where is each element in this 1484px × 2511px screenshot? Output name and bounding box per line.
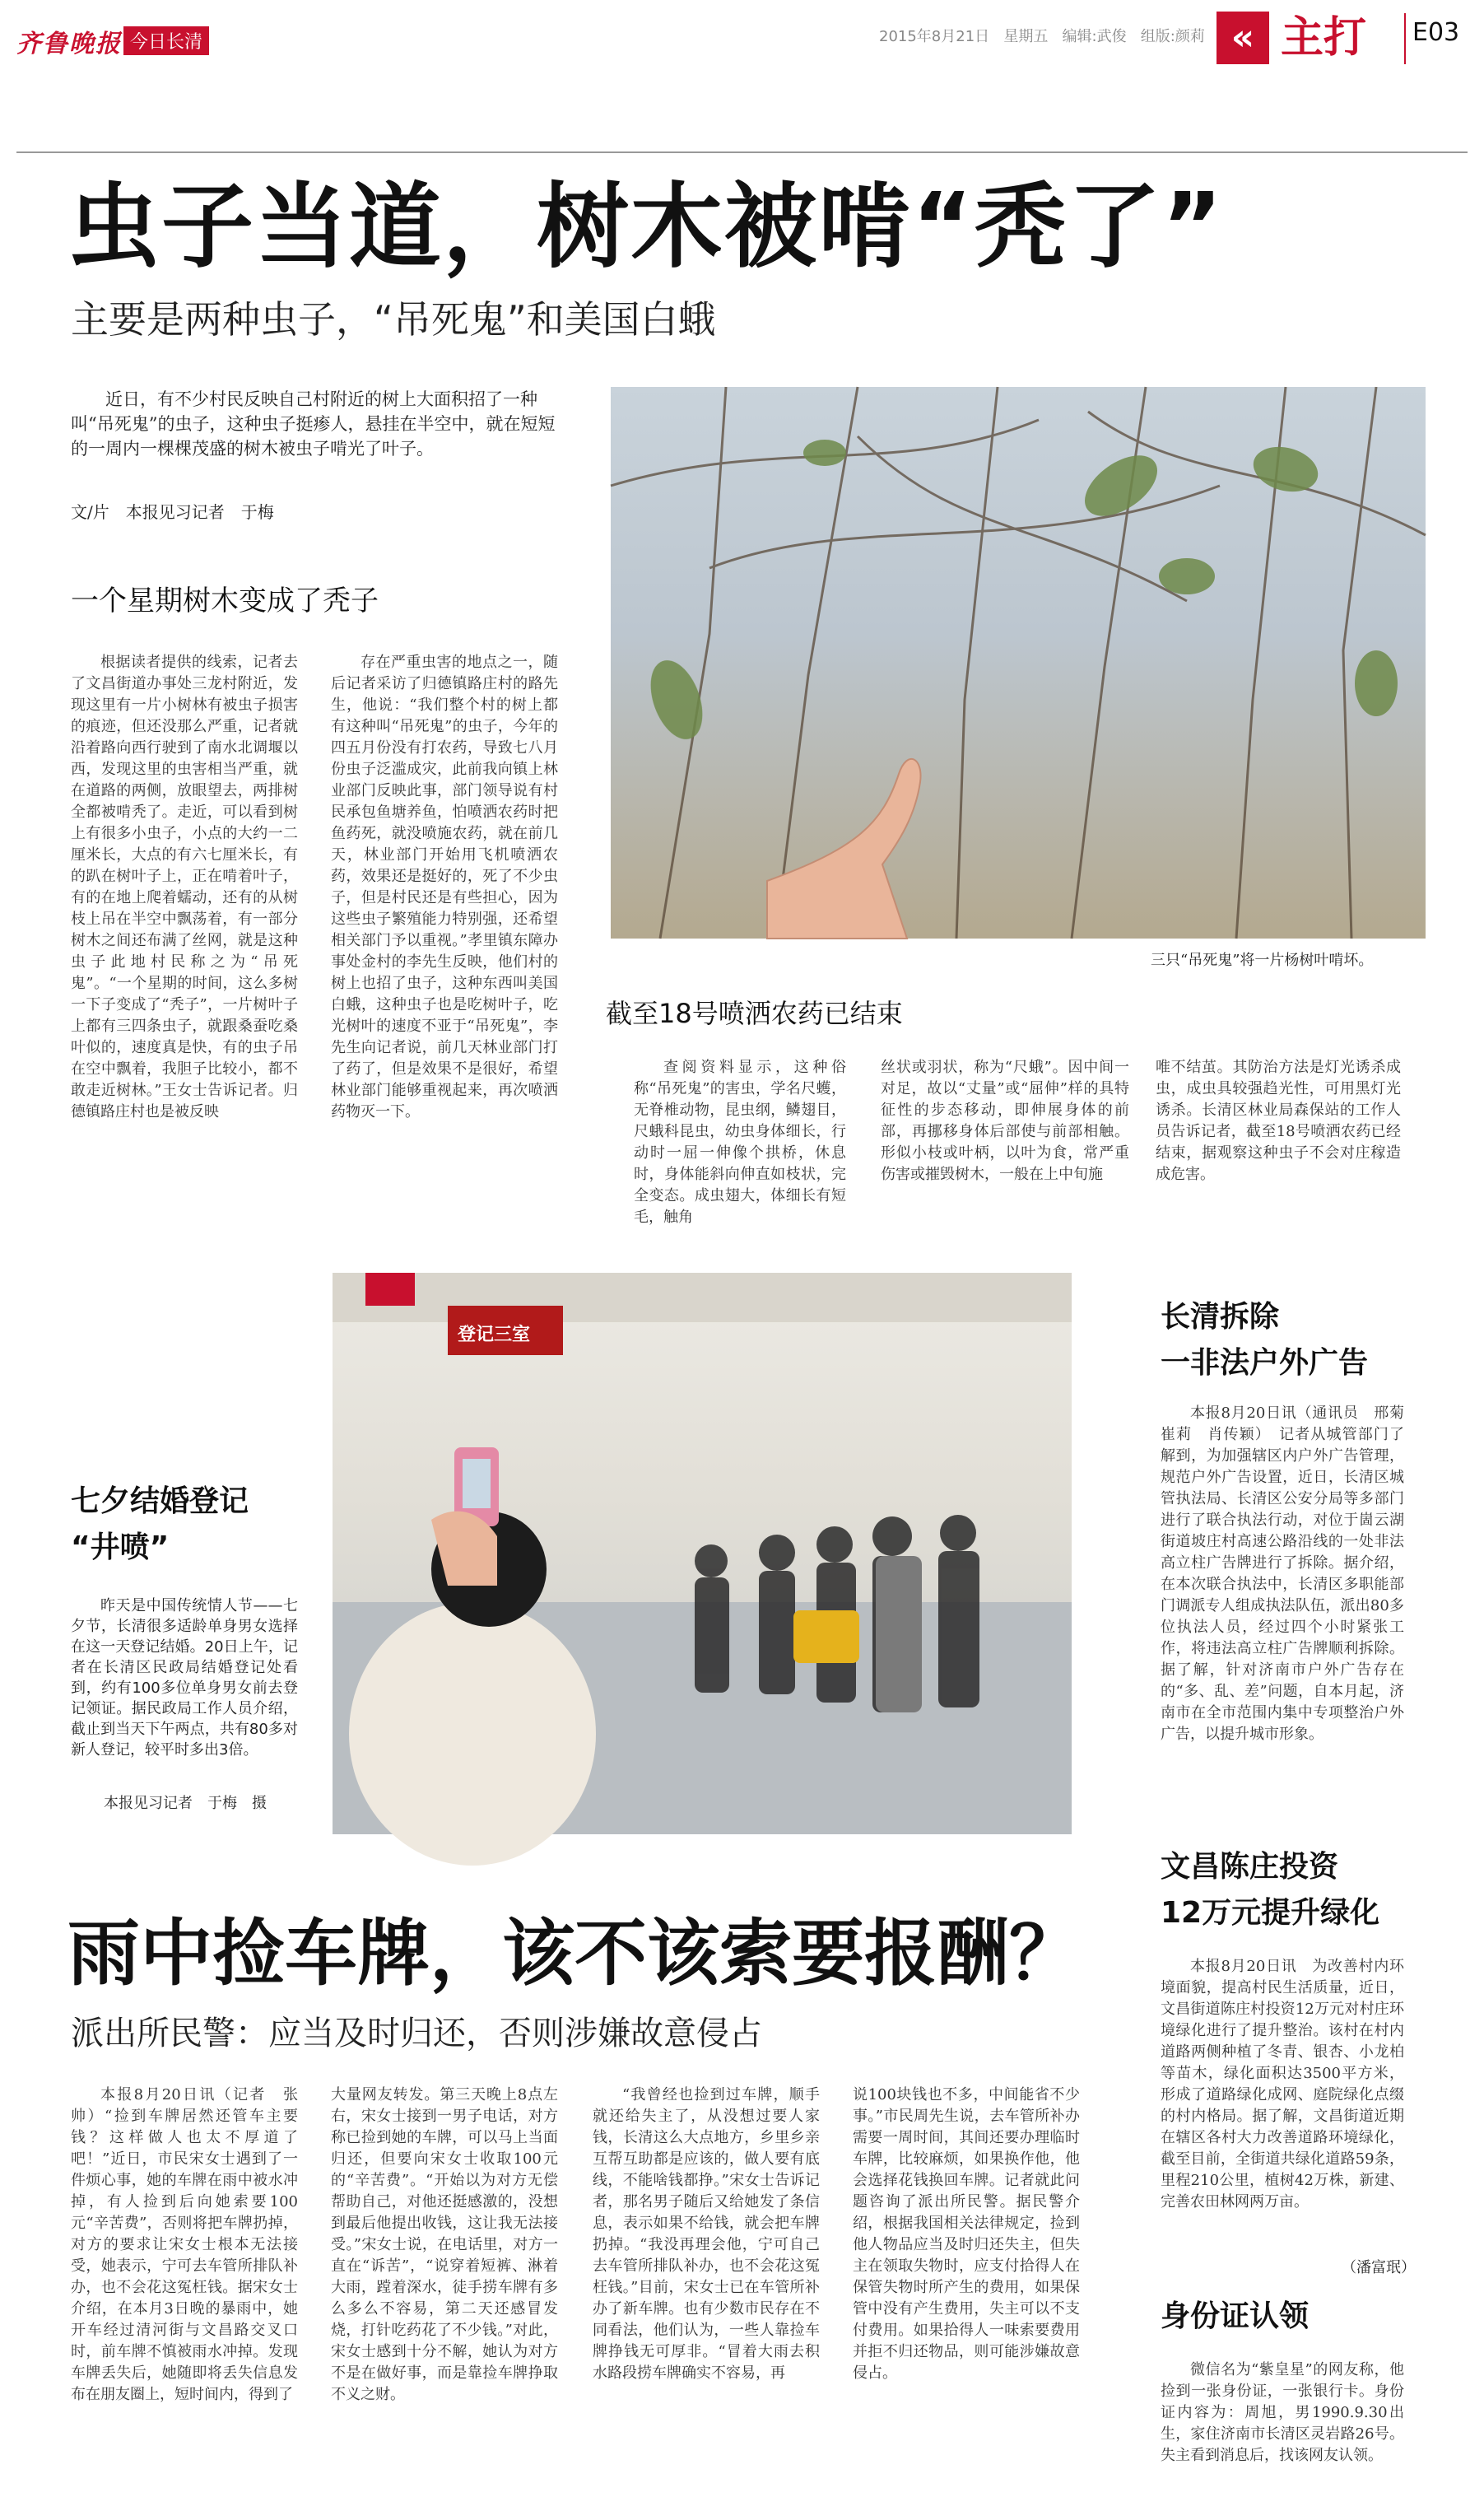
story1-section-b-title: 截至18号喷洒农药已结束 — [606, 998, 903, 1029]
header-divider — [1404, 13, 1406, 64]
story2-subhead: 派出所民警：应当及时归还，否则涉嫌故意侵占 — [71, 2015, 762, 2052]
story2-column-2: 大量网友转发。第三天晚上8点左右，宋女士接到一男子电话，对方称已捡到她的车牌，可以马上当面归还，但要向宋女士收取100元的“辛苦费”。“开始以为对方无偿帮助自己，对他还挺感激的，没想到最后他提出收钱，这让我无法接受。”宋女士说，在电话里，对方一直在“诉苦”，“说穿着短裤、淋着大雨，蹚着深水，徒手捞车牌有多么多么不容易，第二天还感冒发烧，打针吃药花了不少钱。”对此，宋女士感到十分不解，她认为对方不是在做好事，而是靠捡车牌挣取不义之财。 — [331, 2086, 558, 2403]
registration-room-sign: 登记三室 — [458, 1325, 531, 1345]
story2-column-4: 说100块钱也不多，中间能省不少事。”市民周先生说，去车管所补办需要一周时间，其间还要办理临时车牌，比较麻烦，如果换作他，他会选择花钱换回车牌。记者就此问题咨询了派出所民警。据民警介绍，根据我国相关法律规定，捡到他人物品应当及时归还失主，但失主在领取失物时，应支付拾得人在保管失物时所产生的费用，如果保管中没有产生费用，失主可以不支付费用。如果拾得人一味索要费用并拒不归还物品，则可能涉嫌故意侵占。 — [853, 2086, 1080, 2382]
section-label: 今日长清 — [123, 26, 209, 55]
story1-column-5: 唯不结茧。其防治方法是灯光诱杀成虫，成虫具较强趋光性，可用黑灯光诱杀。长清区林业局森保站的工作人员告诉记者，截至18号喷洒农药已经结束，据观察这种虫子不会对庄稼造成危害。 — [1156, 1059, 1401, 1183]
qixi-photo-credit: 本报见习记者 于梅 摄 — [104, 1795, 267, 1812]
qixi-title-line1: 七夕结婚登记 — [71, 1484, 249, 1518]
qixi-title-line2: “井喷” — [71, 1530, 170, 1564]
editor-credit: 编辑:武俊 — [1062, 28, 1127, 45]
side2-title-line2: 12万元提升绿化 — [1161, 1896, 1380, 1930]
story1-section-a-title: 一个星期树木变成了秃子 — [71, 585, 379, 617]
story2-column-3: “我曾经也捡到过车牌，顺手就还给失主了，从没想过要人家钱，长清这么大点地方，乡里乡亲互帮互助都是应该的，做人要有底线，不能啥钱都挣。”宋女士告诉记者，那名男子随后又给她发了条信息，表示如果不给钱，就会把车牌扔掉。“我没再理会他，宁可自己去车管所排队补办，也不会花这冤枉钱。”目前，宋女士已在车管所补办了新车牌。也有少数市民存在不同看法，他们认为，一些人靠捡车牌挣钱无可厚非。“冒着大雨去积水路段捞车牌确实不容易，再 — [593, 2086, 820, 2382]
side2-title-line1: 文昌陈庄投资 — [1161, 1850, 1339, 1884]
story1-column-4: 丝状或羽状，称为“尺蛾”。因中间一对足，故以“丈量”或“屈伸”样的具特征性的步态移动，即伸展身体的前部，再挪移身体后部使与前部相触。形似小枝或叶柄，以叶为食，常严重伤害或摧毁树木，一般在上中旬施 — [881, 1059, 1129, 1183]
side1-title-line1: 长清拆除 — [1161, 1300, 1280, 1334]
side2-text: 本报8月20日讯 为改善村内环境面貌，提高村民生活质量，近日，文昌街道陈庄村投资12万元对村庄环境绿化进行了提升整治。该村在村内道路两侧种植了冬青、银杏、小龙柏等苗木，绿化面积达3500平方米，形成了道路绿化成网、庭院绿化点缀的村内格局。据了解，文昌街道近期在辖区各村大力改善道路环境绿化，截至目前，全街道共绿化道路59条，里程210公里，植树42万株，新建、完善农田林网两万亩。 — [1161, 1958, 1404, 2211]
wedding-registration-photo — [333, 1273, 1072, 1834]
qixi-title — [71, 1479, 318, 1571]
caterpillar-photo — [611, 387, 1426, 939]
story2-column-1: 本报8月20日讯（记者 张帅）“捡到车牌居然还管车主要钱？这样做人也太不厚道了吧！”近日，市民宋女士遇到了一件烦心事，她的车牌在雨中被水冲掉，有人捡到后向她索要100元“辛苦费”，否则将把车牌扔掉，对方的要求让宋女士根本无法接受，她表示，宁可去车管所排队补办，也不会花这冤枉钱。据宋女士介绍，在本月3日晚的暴雨中，她开车经过清河街与文昌路交叉口时，前车牌不慎被雨水冲掉。发现车牌丢失后，她随即将丢失信息发布在朋友圈上，短时间内，得到了 — [71, 2086, 298, 2403]
story1-column-1: 根据读者提供的线索，记者去了文昌街道办事处三龙村附近，发现这里有一片小树林有被虫子损害的痕迹，但还没那么严重，记者就沿着路向西行驶到了南水北调堰以西，发现这里的虫害相当严重，就在道路的两侧，放眼望去，两排树全都被啃秃了。走近，可以看到树上有很多小虫子，小点的大约一二厘米长，大点的有六七厘米长，有的趴在树叶子上，正在啃着叶子，有的在地上爬着蠕动，还有的从树枝上吊在半空中飘荡着，有一部分树木之间还布满了丝网，就是这种虫子此地村民称之为“吊死鬼”。“一个星期的时间，这么多树一下子变成了“秃子”，一片树叶子上都有三四条虫子，就跟桑蚕吃桑叶似的，速度真是快，有的虫子吊在空中飘着，我胆子比较小，都不敢走近树林。”王女士告诉记者。归德镇路庄村也是被反映 — [71, 654, 298, 1120]
issue-weekday: 星期五 — [1003, 28, 1049, 45]
header-rule — [16, 151, 1468, 153]
issue-date: 2015年8月21日 — [879, 28, 990, 45]
header-meta — [879, 25, 1205, 46]
story1-headline: 虫子当道，树木被啃“秃了” — [67, 174, 1225, 281]
layout-credit: 组版:颜莉 — [1140, 28, 1205, 45]
side3-title: 身份证认领 — [1161, 2299, 1310, 2333]
masthead-logo: 齐鲁晚报 — [16, 30, 122, 58]
qixi-text: 昨天是中国传统情人节——七夕节，长清很多适龄单身男女选择在这一天登记结婚。20日上午，记者在长清区民政局结婚登记处看到，约有100多位单身男女前去登记领证。据民政局工作人员介绍，截止到当天下午两点，共有80多对新人登记，较平时多出3倍。 — [71, 1597, 298, 1759]
side2-title — [1161, 1844, 1432, 1936]
side1-text: 本报8月20日讯（通讯员 邢菊 崔莉 肖传颖） 记者从城管部门了解到，为加强辖区内户外广告管理，规范户外广告设置，近日，长清区城管执法局、长清区公安分局等多部门进行了联合执法行动，对位于崮云湖街道坡庄村高速公路沿线的一处非法高立柱广告牌进行了拆除。据介绍，在本次联合执法中，长清区多职能部门调派专人组成执法队伍，派出80多位执法人员，经过四个小时紧张工作，将违法高立柱广告牌顺利拆除。据了解，针对济南市户外广告存在的“多、乱、差”问题，自本月起，济南市在全市范围内集中专项整治户外广告，以提升城市形象。 — [1161, 1405, 1419, 1743]
story1-column-2: 存在严重虫害的地点之一，随后记者采访了归德镇路庄村的路先生，他说：“我们整个村的树上都有这种叫“吊死鬼”的虫子，今年的四五月份没有打农药，导致七八月份虫子泛滥成灾，此前我向镇上林业部门反映此事，部门领导说有村民承包鱼塘养鱼，怕喷洒农药时把鱼药死，就没喷施农药，就在前几天，林业部门开始用飞机喷洒农药，效果还是挺好的，死了不少虫子，但是村民还是有些担心，因为这些虫子繁殖能力特别强，还希望相关部门予以重视。”孝里镇东障办事处金村的李先生反映，他们村的树上也招了虫子，这种东西叫美国白蛾，这种虫子也是吃树叶子，吃光树叶的速度不亚于“吊死鬼”，李先生向记者说，前几天林业部门打了药了，但是效果不是很好，希望林业部门能够重视起来，再次喷洒药物灭一下。 — [331, 654, 558, 1120]
page-number: E03 — [1412, 18, 1460, 47]
side1-title-line2: 一非法户外广告 — [1161, 1346, 1369, 1380]
story2-headline: 雨中捡车牌，该不该索要报酬？ — [67, 1911, 1082, 1996]
story1-subhead: 主要是两种虫子，“吊死鬼”和美国白蛾 — [71, 297, 716, 342]
page-header — [0, 0, 1484, 78]
story1-column-3: 查阅资料显示，这种俗称“吊死鬼”的害虫，学名尺蠖，无脊椎动物，昆虫纲，鳞翅目，尺蛾科昆虫，幼虫身体细长，行动时一屈一伸像个拱桥，休息时，身体能斜向伸直如枝状，完全变态。成虫翅大，体细长有短毛，触角 — [634, 1059, 846, 1226]
column-tag-icon: « — [1217, 12, 1269, 64]
side1-title — [1161, 1294, 1432, 1386]
story1-byline: 文/片 本报见习记者 于梅 — [71, 502, 274, 522]
story1-lead: 近日，有不少村民反映自己村附近的树上大面积招了一种叫“吊死鬼”的虫子，这种虫子挺瘆人，悬挂在半空中，就在短短的一周内一棵棵茂盛的树木被虫子啃光了叶子。 — [71, 389, 556, 459]
column-tag: 主打 — [1281, 13, 1367, 63]
side3-text: 微信名为“紫皇星”的网友称，他捡到一张身份证，一张银行卡。身份证内容为：周旭，男1990.9.30出生，家住济南市长清区灵岩路26号。失主看到消息后，找该网友认领。 — [1161, 2361, 1404, 2464]
caterpillar-photo-caption: 三只“吊死鬼”将一片杨树叶啃坏。 — [1151, 952, 1374, 969]
side2-credit: （潘富珉） — [1342, 2259, 1416, 2276]
